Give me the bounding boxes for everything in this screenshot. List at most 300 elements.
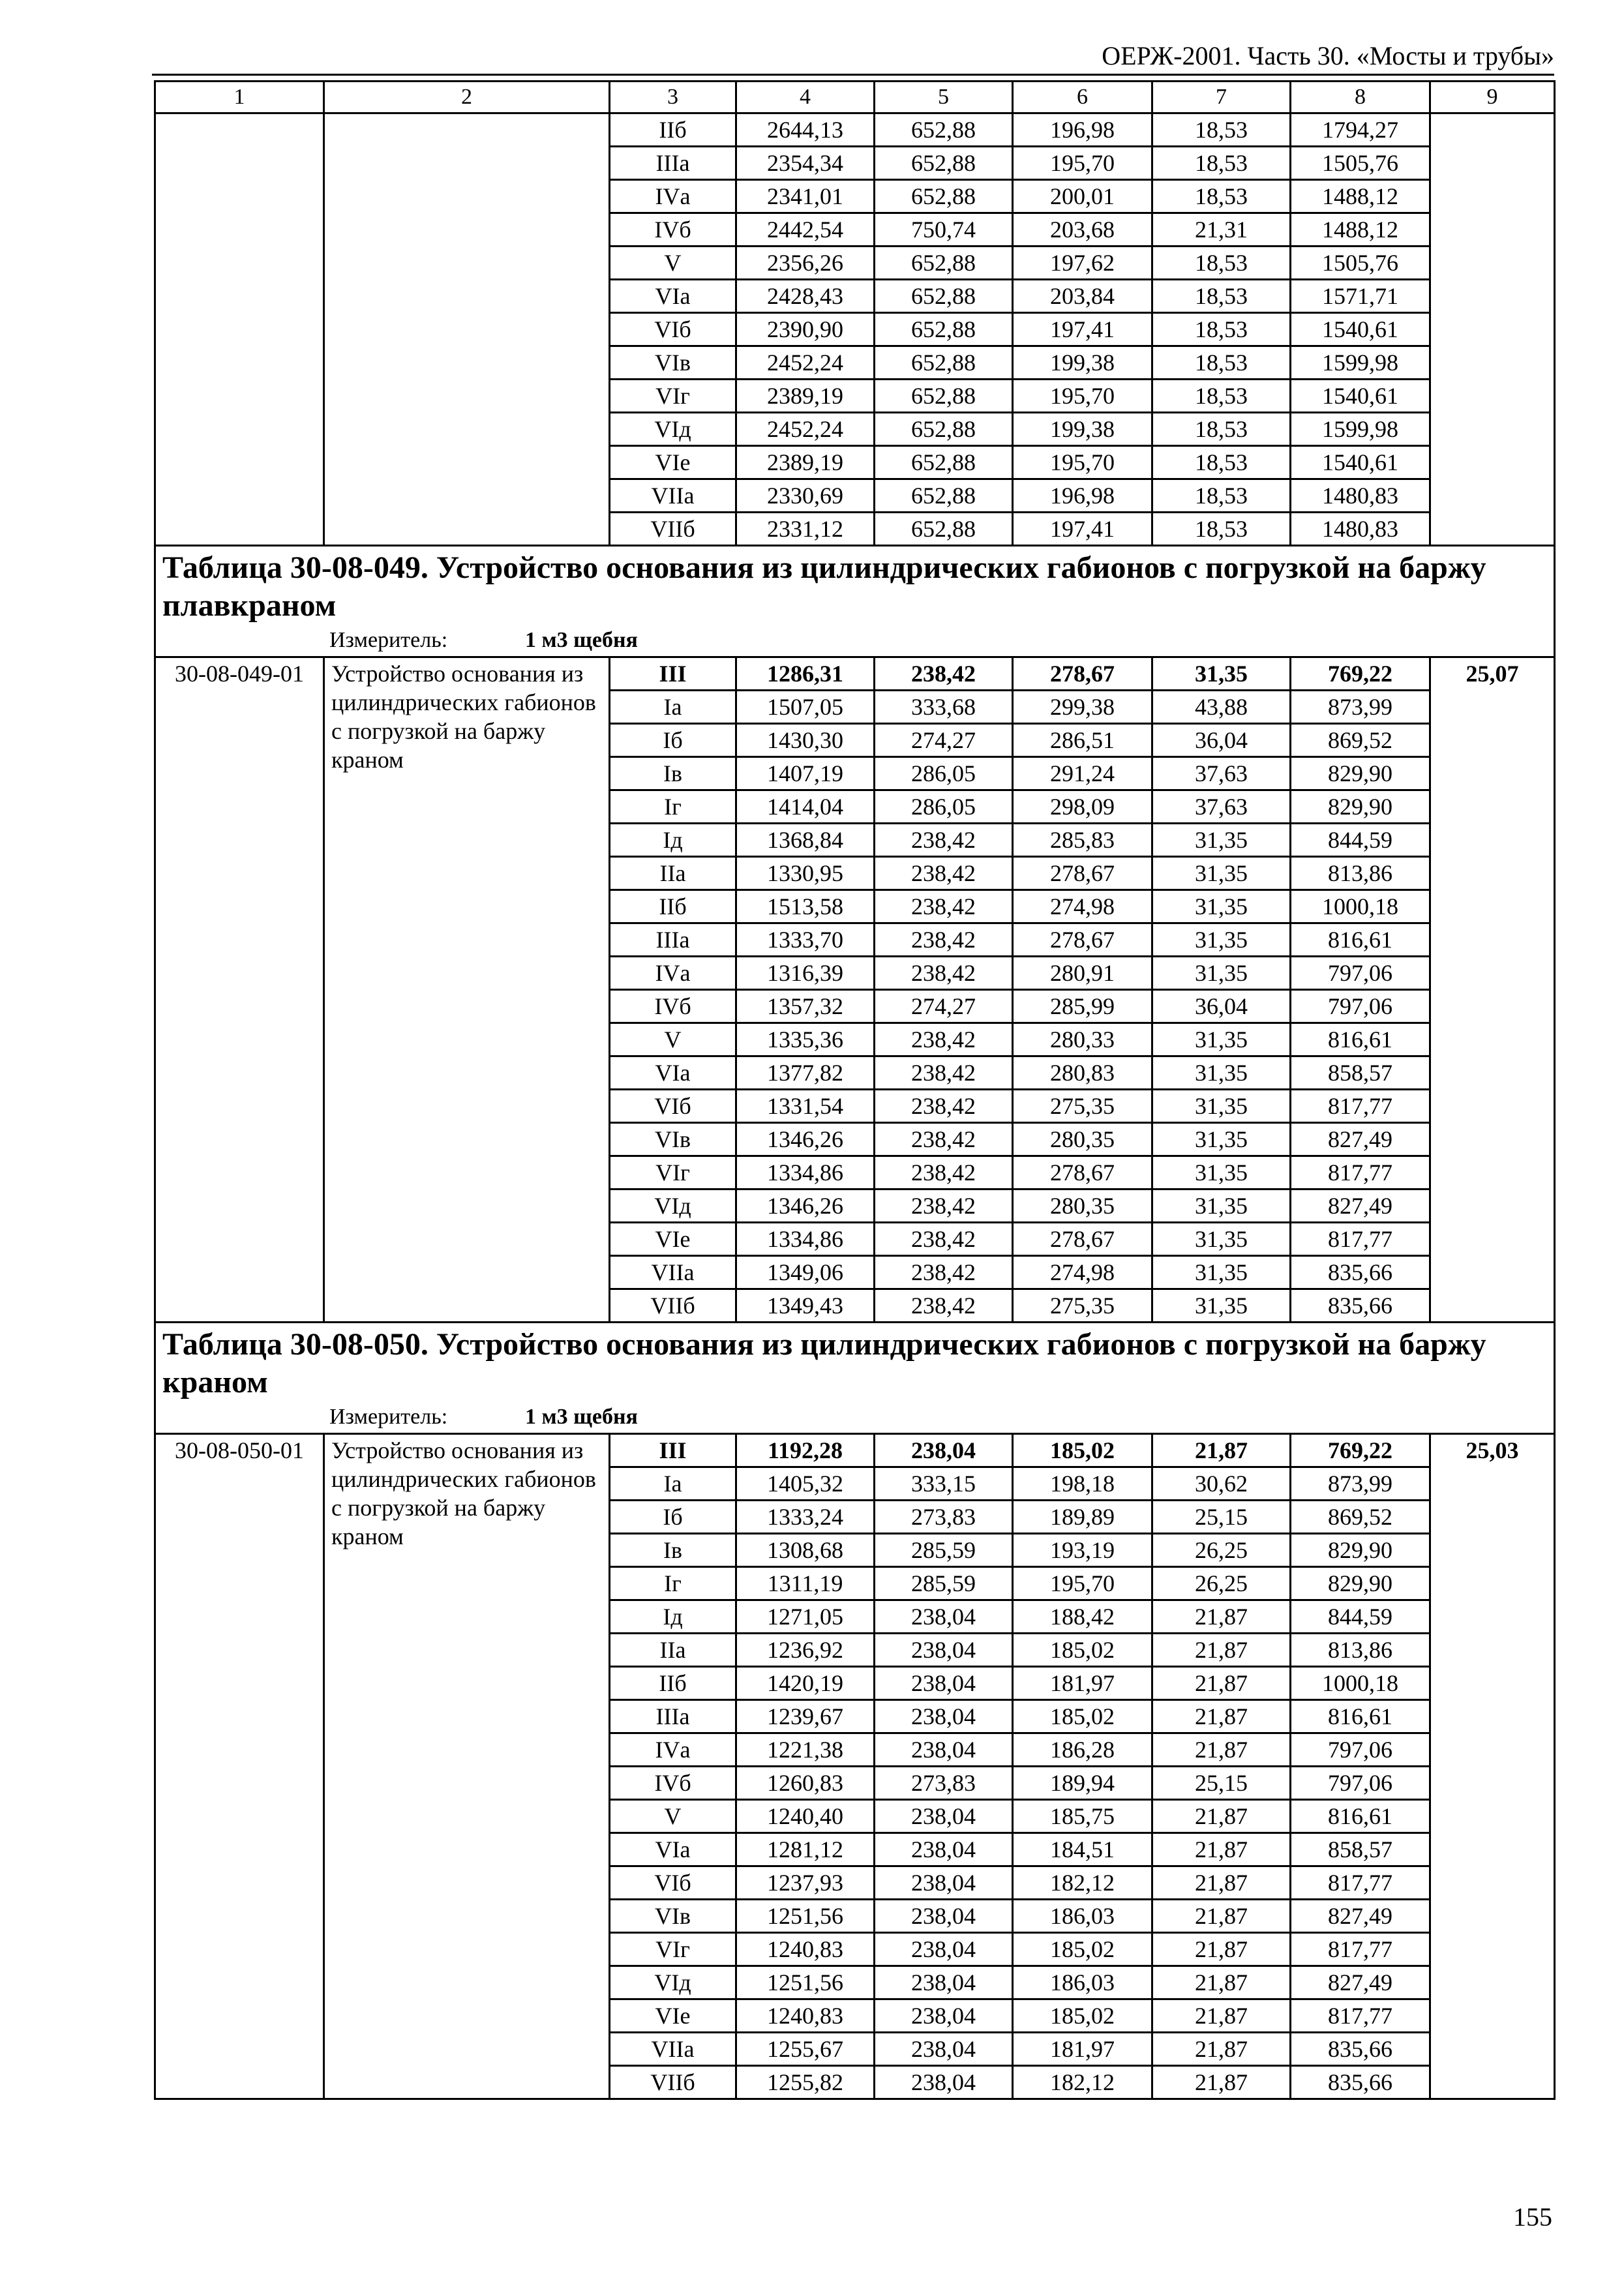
value-cell: 274,27 (875, 990, 1013, 1023)
value-cell: 1331,54 (736, 1090, 875, 1123)
value-cell: 1540,61 (1291, 313, 1430, 346)
value-cell: 1239,67 (736, 1700, 875, 1733)
value-cell: 652,88 (875, 280, 1013, 313)
zone-cell: V (610, 1023, 736, 1056)
value-cell: 817,77 (1291, 1933, 1430, 1966)
value-cell: 829,90 (1291, 1534, 1430, 1567)
zone-cell: VIг (610, 1156, 736, 1189)
measure-cell (155, 625, 1555, 657)
zone-cell: VIIб (610, 1289, 736, 1323)
value-cell: 21,87 (1152, 1733, 1291, 1767)
zone-cell: Iб (610, 724, 736, 757)
value-cell: 835,66 (1291, 1289, 1430, 1323)
value-cell: 238,42 (875, 657, 1013, 691)
zone-cell: IIб (610, 890, 736, 923)
value-cell: 1480,83 (1291, 479, 1430, 513)
column-number: 7 (1152, 82, 1291, 113)
value-cell: 844,59 (1291, 824, 1430, 857)
zone-cell: VIб (610, 1866, 736, 1900)
code-cell: 30-08-049-01 (155, 657, 324, 1323)
value-cell: 21,87 (1152, 1933, 1291, 1966)
measure-cell (155, 1401, 1555, 1434)
value-cell: 31,35 (1152, 824, 1291, 857)
value-cell: 184,51 (1013, 1833, 1152, 1866)
zone-cell: VIа (610, 1056, 736, 1090)
value-cell: 1505,76 (1291, 247, 1430, 280)
value-cell: 797,06 (1291, 1767, 1430, 1800)
value-cell: 18,53 (1152, 413, 1291, 446)
value-cell: 238,04 (875, 1667, 1013, 1700)
value-cell: 835,66 (1291, 2066, 1430, 2099)
zone-cell: VIв (610, 1900, 736, 1933)
value-cell: 813,86 (1291, 1634, 1430, 1667)
zone-cell: VIе (610, 1999, 736, 2033)
value-cell: 1488,12 (1291, 180, 1430, 213)
value-cell: 18,53 (1152, 479, 1291, 513)
value-cell: 31,35 (1152, 1189, 1291, 1223)
value-cell: 2354,34 (736, 147, 875, 180)
col9-cell (1430, 113, 1555, 546)
value-cell: 1540,61 (1291, 446, 1430, 479)
value-cell: 273,83 (875, 1501, 1013, 1534)
value-cell: 31,35 (1152, 923, 1291, 957)
table-title: Таблица 30-08-050. Устройство основания из цилиндрических габионов с погрузкой на баржу краном (155, 1323, 1555, 1402)
value-cell: 238,42 (875, 1256, 1013, 1289)
value-cell: 2390,90 (736, 313, 875, 346)
value-cell: 18,53 (1152, 247, 1291, 280)
value-cell: 1405,32 (736, 1467, 875, 1501)
column-number: 6 (1013, 82, 1152, 113)
value-cell: 1237,93 (736, 1866, 875, 1900)
value-cell: 238,04 (875, 1733, 1013, 1767)
value-cell: 18,53 (1152, 280, 1291, 313)
value-cell: 827,49 (1291, 1966, 1430, 1999)
value-cell: 1251,56 (736, 1966, 875, 1999)
value-cell: 1377,82 (736, 1056, 875, 1090)
value-cell: 333,15 (875, 1467, 1013, 1501)
column-number: 5 (875, 82, 1013, 113)
value-cell: 652,88 (875, 313, 1013, 346)
measure-label: Измеритель: (329, 628, 448, 652)
table-title-row (155, 1323, 1555, 1402)
value-cell: 199,38 (1013, 413, 1152, 446)
column-number: 2 (324, 82, 610, 113)
measure-value: 1 м3 щебня (525, 628, 638, 652)
value-cell: 21,87 (1152, 2033, 1291, 2066)
value-cell: 280,91 (1013, 957, 1152, 990)
value-cell: 238,04 (875, 1800, 1013, 1833)
value-cell: 203,68 (1013, 213, 1152, 247)
value-cell: 36,04 (1152, 990, 1291, 1023)
value-cell: 333,68 (875, 691, 1013, 724)
value-cell: 835,66 (1291, 1256, 1430, 1289)
value-cell: 31,35 (1152, 1256, 1291, 1289)
value-cell: 1505,76 (1291, 147, 1430, 180)
zone-cell: VIд (610, 1189, 736, 1223)
value-cell: 31,35 (1152, 1090, 1291, 1123)
value-cell: 869,52 (1291, 1501, 1430, 1534)
value-cell: 238,42 (875, 824, 1013, 857)
zone-cell: VIе (610, 1223, 736, 1256)
table-row (155, 113, 1555, 147)
value-cell: 280,83 (1013, 1056, 1152, 1090)
zone-cell: VIIб (610, 2066, 736, 2099)
value-cell: 797,06 (1291, 1733, 1430, 1767)
value-cell: 1260,83 (736, 1767, 875, 1800)
value-cell: 18,53 (1152, 147, 1291, 180)
value-cell: 1513,58 (736, 890, 875, 923)
value-cell: 1330,95 (736, 857, 875, 890)
value-cell: 2389,19 (736, 446, 875, 479)
zone-cell: IIа (610, 857, 736, 890)
value-cell: 31,35 (1152, 657, 1291, 691)
value-cell: 1794,27 (1291, 113, 1430, 147)
value-cell: 238,42 (875, 1056, 1013, 1090)
value-cell: 285,59 (875, 1534, 1013, 1567)
value-cell: 30,62 (1152, 1467, 1291, 1501)
value-cell: 1507,05 (736, 691, 875, 724)
value-cell: 1430,30 (736, 724, 875, 757)
value-cell: 31,35 (1152, 1023, 1291, 1056)
value-cell: 769,22 (1291, 657, 1430, 691)
value-cell: 18,53 (1152, 113, 1291, 147)
value-cell: 238,04 (875, 1600, 1013, 1634)
value-cell: 195,70 (1013, 1567, 1152, 1600)
zone-cell: IIа (610, 1634, 736, 1667)
zone-cell: VIа (610, 1833, 736, 1866)
value-cell: 238,04 (875, 2033, 1013, 2066)
value-cell: 816,61 (1291, 1700, 1430, 1733)
value-cell: 2452,24 (736, 413, 875, 446)
value-cell: 195,70 (1013, 147, 1152, 180)
value-cell: 21,87 (1152, 1700, 1291, 1733)
value-cell: 185,75 (1013, 1800, 1152, 1833)
value-cell: 238,04 (875, 1700, 1013, 1733)
value-cell: 750,74 (875, 213, 1013, 247)
value-cell: 1346,26 (736, 1123, 875, 1156)
value-cell: 652,88 (875, 413, 1013, 446)
value-cell: 280,35 (1013, 1123, 1152, 1156)
column-number: 3 (610, 82, 736, 113)
value-cell: 21,87 (1152, 1634, 1291, 1667)
value-cell: 1368,84 (736, 824, 875, 857)
value-cell: 200,01 (1013, 180, 1152, 213)
zone-cell: IIIа (610, 1700, 736, 1733)
value-cell: 238,42 (875, 857, 1013, 890)
value-cell: 238,42 (875, 957, 1013, 990)
value-cell: 829,90 (1291, 1567, 1430, 1600)
value-cell: 869,52 (1291, 724, 1430, 757)
value-cell: 298,09 (1013, 790, 1152, 824)
zone-cell: VIIб (610, 513, 736, 546)
value-cell: 2341,01 (736, 180, 875, 213)
zone-cell: VIг (610, 1933, 736, 1966)
value-cell: 195,70 (1013, 380, 1152, 413)
value-cell: 182,12 (1013, 2066, 1152, 2099)
value-cell: 238,04 (875, 1634, 1013, 1667)
value-cell: 182,12 (1013, 1866, 1152, 1900)
value-cell: 186,28 (1013, 1733, 1152, 1767)
value-cell: 1349,43 (736, 1289, 875, 1323)
zone-cell: IIб (610, 1667, 736, 1700)
value-cell: 1349,06 (736, 1256, 875, 1289)
zone-cell: Iг (610, 1567, 736, 1600)
column-number: 9 (1430, 82, 1555, 113)
header-rule (152, 74, 1554, 76)
value-cell: 817,77 (1291, 1090, 1430, 1123)
value-cell: 1414,04 (736, 790, 875, 824)
value-cell: 286,05 (875, 790, 1013, 824)
value-cell: 652,88 (875, 247, 1013, 280)
value-cell: 816,61 (1291, 1800, 1430, 1833)
value-cell: 238,04 (875, 2066, 1013, 2099)
value-cell: 238,04 (875, 1866, 1013, 1900)
zone-cell: IVа (610, 180, 736, 213)
value-cell: 813,86 (1291, 857, 1430, 890)
zone-cell: IIIа (610, 147, 736, 180)
zone-cell: VIб (610, 1090, 736, 1123)
column-number: 8 (1291, 82, 1430, 113)
value-cell: 185,02 (1013, 1434, 1152, 1467)
value-cell: 2442,54 (736, 213, 875, 247)
value-cell: 1286,31 (736, 657, 875, 691)
value-cell: 1000,18 (1291, 1667, 1430, 1700)
value-cell: 18,53 (1152, 446, 1291, 479)
zone-cell: V (610, 1800, 736, 1833)
value-cell: 198,18 (1013, 1467, 1152, 1501)
value-cell: 278,67 (1013, 923, 1152, 957)
value-cell: 1346,26 (736, 1189, 875, 1223)
zone-cell: VIв (610, 1123, 736, 1156)
value-cell: 238,04 (875, 1999, 1013, 2033)
value-cell: 858,57 (1291, 1833, 1430, 1866)
zone-cell: Iв (610, 757, 736, 790)
value-cell: 37,63 (1152, 790, 1291, 824)
value-cell: 199,38 (1013, 346, 1152, 380)
zone-cell: VIд (610, 413, 736, 446)
zone-cell: IVб (610, 990, 736, 1023)
zone-cell: V (610, 247, 736, 280)
zone-cell: VIе (610, 446, 736, 479)
value-cell: 291,24 (1013, 757, 1152, 790)
value-cell: 275,35 (1013, 1289, 1152, 1323)
value-cell: 2428,43 (736, 280, 875, 313)
value-cell: 1357,32 (736, 990, 875, 1023)
value-cell: 1308,68 (736, 1534, 875, 1567)
code-cell: 30-08-050-01 (155, 1434, 324, 2099)
value-cell: 1599,98 (1291, 413, 1430, 446)
value-cell: 195,70 (1013, 446, 1152, 479)
value-cell: 1333,70 (736, 923, 875, 957)
value-cell: 26,25 (1152, 1567, 1291, 1600)
value-cell: 238,42 (875, 923, 1013, 957)
value-cell: 238,04 (875, 1966, 1013, 1999)
page-header: ОЕРЖ-2001. Часть 30. «Мосты и трубы» (1102, 41, 1554, 70)
value-cell: 816,61 (1291, 923, 1430, 957)
table-row (155, 1434, 1555, 1467)
measure-row (155, 1401, 1555, 1434)
zone-cell: VIIа (610, 479, 736, 513)
value-cell: 181,97 (1013, 1667, 1152, 1700)
value-cell: 817,77 (1291, 1999, 1430, 2033)
value-cell: 21,31 (1152, 213, 1291, 247)
value-cell: 1255,82 (736, 2066, 875, 2099)
value-cell: 197,41 (1013, 513, 1152, 546)
zone-cell: Iг (610, 790, 736, 824)
value-cell: 185,02 (1013, 1999, 1152, 2033)
value-cell: 1334,86 (736, 1223, 875, 1256)
value-cell: 858,57 (1291, 1056, 1430, 1090)
zone-cell: VIг (610, 380, 736, 413)
zone-cell: Iв (610, 1534, 736, 1567)
value-cell: 189,89 (1013, 1501, 1152, 1534)
value-cell: 829,90 (1291, 757, 1430, 790)
zone-cell: Iд (610, 824, 736, 857)
measure-label: Измеритель: (329, 1405, 448, 1429)
zone-cell: IIб (610, 113, 736, 147)
value-cell: 238,42 (875, 1289, 1013, 1323)
value-cell: 769,22 (1291, 1434, 1430, 1467)
value-cell: 285,59 (875, 1567, 1013, 1600)
value-cell: 1334,86 (736, 1156, 875, 1189)
value-cell: 817,77 (1291, 1156, 1430, 1189)
value-cell: 238,42 (875, 1023, 1013, 1056)
value-cell: 1251,56 (736, 1900, 875, 1933)
value-cell: 1335,36 (736, 1023, 875, 1056)
value-cell: 873,99 (1291, 1467, 1430, 1501)
column-number: 1 (155, 82, 324, 113)
value-cell: 829,90 (1291, 790, 1430, 824)
value-cell: 31,35 (1152, 890, 1291, 923)
value-cell: 36,04 (1152, 724, 1291, 757)
value-cell: 1192,28 (736, 1434, 875, 1467)
value-cell: 1000,18 (1291, 890, 1430, 923)
value-cell: 2356,26 (736, 247, 875, 280)
code-cell (155, 113, 324, 546)
value-cell: 1281,12 (736, 1833, 875, 1866)
value-cell: 21,87 (1152, 1600, 1291, 1634)
value-cell: 2389,19 (736, 380, 875, 413)
value-cell: 18,53 (1152, 513, 1291, 546)
value-cell: 238,42 (875, 1223, 1013, 1256)
value-cell: 1420,19 (736, 1667, 875, 1700)
zone-cell: VIв (610, 346, 736, 380)
value-cell: 185,02 (1013, 1933, 1152, 1966)
zone-cell: Iа (610, 1467, 736, 1501)
zone-cell: IVа (610, 1733, 736, 1767)
value-cell: 238,42 (875, 1189, 1013, 1223)
value-cell: 817,77 (1291, 1223, 1430, 1256)
value-cell: 238,42 (875, 1123, 1013, 1156)
value-cell: 2331,12 (736, 513, 875, 546)
value-cell: 299,38 (1013, 691, 1152, 724)
value-cell: 652,88 (875, 380, 1013, 413)
table-title-row (155, 546, 1555, 625)
value-cell: 21,87 (1152, 1800, 1291, 1833)
value-cell: 827,49 (1291, 1123, 1430, 1156)
value-cell: 2452,24 (736, 346, 875, 380)
value-cell: 37,63 (1152, 757, 1291, 790)
measure-row (155, 625, 1555, 657)
value-cell: 238,42 (875, 1090, 1013, 1123)
zone-cell: III (610, 1434, 736, 1467)
value-cell: 285,99 (1013, 990, 1152, 1023)
page-number: 155 (1513, 2202, 1552, 2232)
value-cell: 238,04 (875, 1933, 1013, 1966)
value-cell: 797,06 (1291, 957, 1430, 990)
value-cell: 652,88 (875, 346, 1013, 380)
value-cell: 1480,83 (1291, 513, 1430, 546)
value-cell: 274,98 (1013, 890, 1152, 923)
col9-cell: 25,03 (1430, 1434, 1555, 2099)
value-cell: 31,35 (1152, 1056, 1291, 1090)
zone-cell: IVб (610, 1767, 736, 1800)
value-cell: 286,05 (875, 757, 1013, 790)
value-cell: 1488,12 (1291, 213, 1430, 247)
value-cell: 278,67 (1013, 857, 1152, 890)
value-cell: 286,51 (1013, 724, 1152, 757)
value-cell: 181,97 (1013, 2033, 1152, 2066)
value-cell: 2330,69 (736, 479, 875, 513)
zone-cell: Iб (610, 1501, 736, 1534)
value-cell: 1240,83 (736, 1933, 875, 1966)
value-cell: 873,99 (1291, 691, 1430, 724)
value-cell: 31,35 (1152, 1123, 1291, 1156)
value-cell: 26,25 (1152, 1534, 1291, 1567)
zone-cell: VIб (610, 313, 736, 346)
value-cell: 31,35 (1152, 857, 1291, 890)
value-cell: 186,03 (1013, 1966, 1152, 1999)
value-cell: 203,84 (1013, 280, 1152, 313)
value-cell: 2644,13 (736, 113, 875, 147)
value-cell: 196,98 (1013, 113, 1152, 147)
value-cell: 31,35 (1152, 1156, 1291, 1189)
value-cell: 1221,38 (736, 1733, 875, 1767)
value-cell: 280,33 (1013, 1023, 1152, 1056)
value-cell: 817,77 (1291, 1866, 1430, 1900)
value-cell: 1333,24 (736, 1501, 875, 1534)
zone-cell: IVа (610, 957, 736, 990)
value-cell: 285,83 (1013, 824, 1152, 857)
value-cell: 274,27 (875, 724, 1013, 757)
zone-cell: VIIа (610, 1256, 736, 1289)
zone-cell: IIIа (610, 923, 736, 957)
value-cell: 1240,40 (736, 1800, 875, 1833)
value-cell: 1540,61 (1291, 380, 1430, 413)
value-cell: 21,87 (1152, 1866, 1291, 1900)
value-cell: 185,02 (1013, 1700, 1152, 1733)
value-cell: 274,98 (1013, 1256, 1152, 1289)
value-cell: 21,87 (1152, 1434, 1291, 1467)
value-cell: 652,88 (875, 180, 1013, 213)
value-cell: 1236,92 (736, 1634, 875, 1667)
value-cell: 652,88 (875, 113, 1013, 147)
value-cell: 278,67 (1013, 1223, 1152, 1256)
value-cell: 827,49 (1291, 1189, 1430, 1223)
value-cell: 238,04 (875, 1900, 1013, 1933)
value-cell: 21,87 (1152, 2066, 1291, 2099)
zone-cell: IVб (610, 213, 736, 247)
value-cell: 189,94 (1013, 1767, 1152, 1800)
value-cell: 280,35 (1013, 1189, 1152, 1223)
column-number: 4 (736, 82, 875, 113)
value-cell: 193,19 (1013, 1534, 1152, 1567)
zone-cell: VIа (610, 280, 736, 313)
value-cell: 188,42 (1013, 1600, 1152, 1634)
value-cell: 652,88 (875, 513, 1013, 546)
value-cell: 196,98 (1013, 479, 1152, 513)
value-cell: 1271,05 (736, 1600, 875, 1634)
